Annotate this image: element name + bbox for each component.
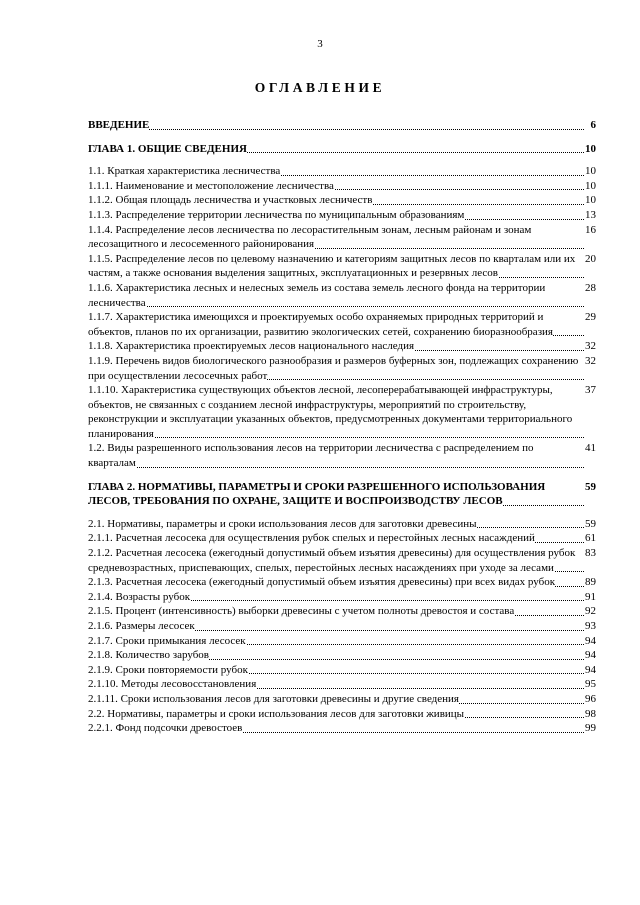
toc-page-ref: 13 — [585, 208, 596, 221]
toc-entry[interactable] — [88, 354, 596, 383]
toc-entry-title: 1.1.5. Распределение лесов по целевому назначению и категориям защитных лесов по кварталам или их частям, а также основания выделения защитных, эксплуатационных и резервных лесов — [88, 252, 576, 280]
toc-entry-title: 1.1. Краткая характеристика лесничества — [88, 165, 281, 178]
toc-entry-title: 2.2. Нормативы, параметры и сроки использования лесов для заготовки живицы — [88, 707, 465, 720]
toc-entry-title: 2.1.6. Размеры лесосек — [88, 620, 195, 632]
toc-entry-title: 1.1.3. Распределение территории лесничества по муниципальным образованиям — [88, 208, 465, 221]
toc-page-ref: 10 — [585, 165, 596, 178]
toc-page-ref: 95 — [585, 678, 596, 691]
toc-page-ref: 61 — [585, 532, 596, 545]
toc-entry-chapter-2[interactable] — [88, 480, 596, 509]
toc-entry-title: 1.1.1. Наименование и местоположение лесничества — [88, 179, 334, 192]
toc-entry[interactable] — [88, 179, 596, 194]
toc-entry-title: 1.1.10. Характеристика существующих объектов лесной, лесоперерабатывающей инфраструктуры, объектов, не связанных с созданием лесной инфраструктуры, мероприятий по строительству, реконструкции и эксплуатации указанных объектов, предусмотренных документами территориального планирования — [88, 384, 573, 440]
toc-entry[interactable] — [88, 223, 596, 252]
toc-entry[interactable] — [88, 575, 596, 590]
toc-entry-title: 2.1.3. Расчетная лесосека (ежегодный допустимый объем изъятия древесины) при всех видах рубок — [88, 576, 556, 589]
toc-entry-title: 1.2. Виды разрешенного использования лесов на территории лесничества с распределением по кварталам — [88, 442, 534, 470]
toc-entry[interactable] — [88, 648, 596, 663]
toc-entry-title: 1.1.8. Характеристика проектируемых лесов национального наследия — [88, 340, 415, 353]
toc-entry-title: 2.1.8. Количество зарубов — [88, 649, 209, 662]
page-number: 3 — [317, 38, 323, 50]
toc-entry[interactable] — [88, 193, 596, 208]
toc-page-ref: 41 — [585, 442, 596, 455]
toc-entry[interactable] — [88, 707, 596, 722]
toc-page-ref: 20 — [585, 252, 596, 265]
toc-entry-title: ГЛАВА 1. ОБЩИЕ СВЕДЕНИЯ — [88, 142, 247, 155]
toc-page-ref: 32 — [585, 354, 596, 367]
toc-entry[interactable] — [88, 310, 596, 339]
toc-entry-title: 2.1.5. Процент (интенсивность) выборки древесины с учетом полноты древостоя и состава — [88, 605, 515, 618]
toc-entry[interactable] — [88, 281, 596, 310]
toc-entry[interactable] — [88, 721, 596, 736]
toc-page-ref: 93 — [585, 620, 596, 632]
toc-entry-title: 1.1.9. Перечень видов биологического разнообразия и размеров буферных зон, подлежащих сохранению при осуществлении лесосечных работ — [88, 354, 579, 382]
toc-page-ref: 16 — [585, 223, 596, 236]
toc-entry[interactable] — [88, 634, 596, 649]
toc-entry[interactable] — [88, 164, 596, 179]
toc-page-ref: 91 — [585, 590, 596, 603]
toc-page-ref: 83 — [585, 547, 596, 560]
toc-entry-title: 1.1.6. Характеристика лесных и нелесных земель из состава земель лесного фонда на территории лесничества — [88, 281, 546, 309]
toc-page-ref: 89 — [585, 576, 596, 589]
table-of-contents — [88, 118, 596, 736]
toc-entry-title: 1.1.4. Распределение лесов лесничества по лесорастительным зонам, лесным районам и зонам лесозащитного и лесосеменного районирования — [88, 223, 532, 251]
toc-page-ref: 59 — [585, 480, 596, 493]
toc-page-ref: 99 — [585, 722, 596, 735]
toc-entry[interactable] — [88, 604, 596, 619]
toc-entry[interactable] — [88, 663, 596, 678]
toc-entry-title: 2.1.1. Расчетная лесосека для осуществления рубок спелых и перестойных лесных насаждений — [88, 532, 535, 545]
toc-entry[interactable] — [88, 677, 596, 692]
toc-entry[interactable] — [88, 692, 596, 707]
toc-entry[interactable] — [88, 208, 596, 223]
toc-entry[interactable] — [88, 546, 596, 575]
toc-page-ref: 92 — [585, 605, 596, 618]
toc-entry-chapter-1[interactable] — [88, 142, 596, 157]
toc-entry-title: ГЛАВА 2. НОРМАТИВЫ, ПАРАМЕТРЫ И СРОКИ РАЗРЕШЕННОГО ИСПОЛЬЗОВАНИЯ ЛЕСОВ, ТРЕБОВАНИЯ ПО ОХРАНЕ, ЗАЩИТЕ И ВОСПРОИЗВОДСТВУ ЛЕСОВ — [88, 480, 546, 508]
toc-entry[interactable] — [88, 252, 596, 281]
toc-page-ref: 59 — [585, 517, 596, 530]
toc-page-ref: 94 — [585, 649, 596, 662]
toc-page-ref: 6 — [590, 119, 596, 131]
toc-entry-title: 2.1.7. Сроки примыкания лесосек — [88, 634, 246, 647]
toc-entry[interactable] — [88, 619, 596, 634]
toc-page-ref: 10 — [585, 194, 596, 207]
toc-entry-title: 2.1. Нормативы, параметры и сроки использования лесов для заготовки древесины — [88, 517, 477, 530]
toc-entry[interactable] — [88, 441, 596, 470]
toc-entry[interactable] — [88, 383, 596, 441]
toc-page-ref: 10 — [585, 179, 596, 192]
toc-entry[interactable] — [88, 590, 596, 605]
toc-entry-title: 2.1.11. Сроки использования лесов для заготовки древесины и другие сведения — [88, 692, 459, 705]
toc-page-ref: 96 — [585, 692, 596, 705]
toc-entry-title: ВВЕДЕНИЕ — [88, 119, 150, 131]
toc-page-ref: 28 — [585, 281, 596, 294]
toc-entry[interactable] — [88, 339, 596, 354]
toc-entry-title: 2.1.9. Сроки повторяемости рубок — [88, 663, 248, 676]
toc-entry[interactable] — [88, 517, 596, 532]
toc-page-ref: 94 — [585, 634, 596, 647]
toc-entry[interactable] — [88, 531, 596, 546]
toc-entry-title: 2.1.10. Методы лесовосстановления — [88, 678, 257, 691]
toc-page-ref: 98 — [585, 707, 596, 720]
toc-entry-title: 1.1.2. Общая площадь лесничества и участковых лесничеств — [88, 194, 373, 207]
toc-page-ref: 94 — [585, 663, 596, 676]
toc-entry-title: 1.1.7. Характеристика имеющихся и проектируемых особо охраняемых природных территорий и объектов, планов по их организации, развитию экологических сетей, сохранению биоразнообразия — [88, 311, 553, 338]
toc-entry-title: 2.2.1. Фонд подсочки древостоев — [88, 722, 243, 735]
toc-page-ref: 37 — [585, 384, 596, 397]
toc-entry-introduction[interactable] — [88, 118, 596, 133]
toc-entry-title: 2.1.4. Возрасты рубок — [88, 590, 191, 603]
toc-entry-title: 2.1.2. Расчетная лесосека (ежегодный допустимый объем изъятия древесины) для осуществления рубок средневозрастных, приспевающих, спелых, перестойных лесных насаждениях при уходе за лесами — [88, 547, 576, 574]
toc-page-ref: 10 — [585, 142, 596, 155]
toc-title: ОГЛАВЛЕНИЕ — [254, 80, 386, 95]
toc-page-ref: 29 — [585, 311, 596, 324]
toc-page-ref: 32 — [585, 340, 596, 353]
